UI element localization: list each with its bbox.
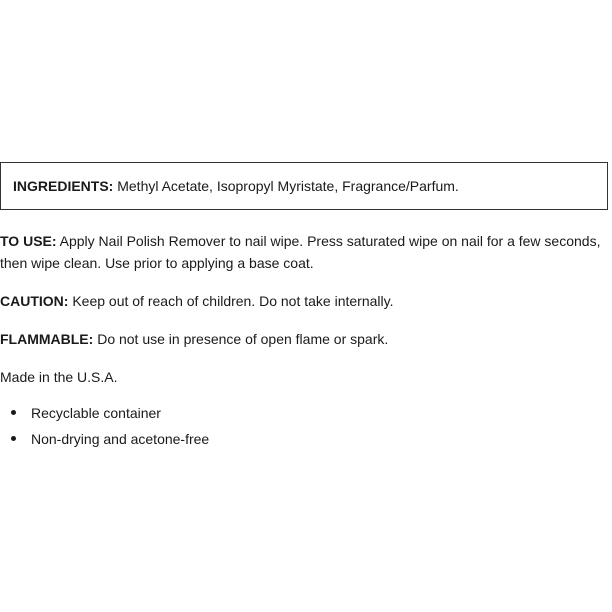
ingredients-label: INGREDIENTS: (13, 178, 114, 194)
feature-text: Non-drying and acetone-free (31, 431, 210, 447)
feature-list (0, 400, 209, 452)
flammable-section (0, 328, 606, 350)
bullet-icon (11, 436, 16, 441)
flammable-text: Do not use in presence of open flame or spark. (93, 331, 389, 347)
list-item (0, 426, 209, 452)
to-use-label: TO USE: (0, 233, 57, 249)
to-use-text: Apply Nail Polish Remover to nail wipe. Press saturated wipe on nail for a few seconds, then wipe clean. Use prior to applying a base coat. (0, 233, 605, 271)
ingredients-box (0, 162, 608, 210)
feature-text: Recyclable container (31, 405, 161, 421)
made-in-text: Made in the U.S.A. (0, 369, 118, 385)
bullet-icon (11, 410, 16, 415)
caution-text: Keep out of reach of children. Do not take internally. (68, 293, 394, 309)
flammable-label: FLAMMABLE: (0, 331, 94, 347)
list-item (0, 400, 209, 426)
to-use-section (0, 230, 606, 274)
caution-label: CAUTION: (0, 293, 69, 309)
caution-section (0, 290, 606, 312)
ingredients-text: Methyl Acetate, Isopropyl Myristate, Fragrance/Parfum. (113, 178, 459, 194)
